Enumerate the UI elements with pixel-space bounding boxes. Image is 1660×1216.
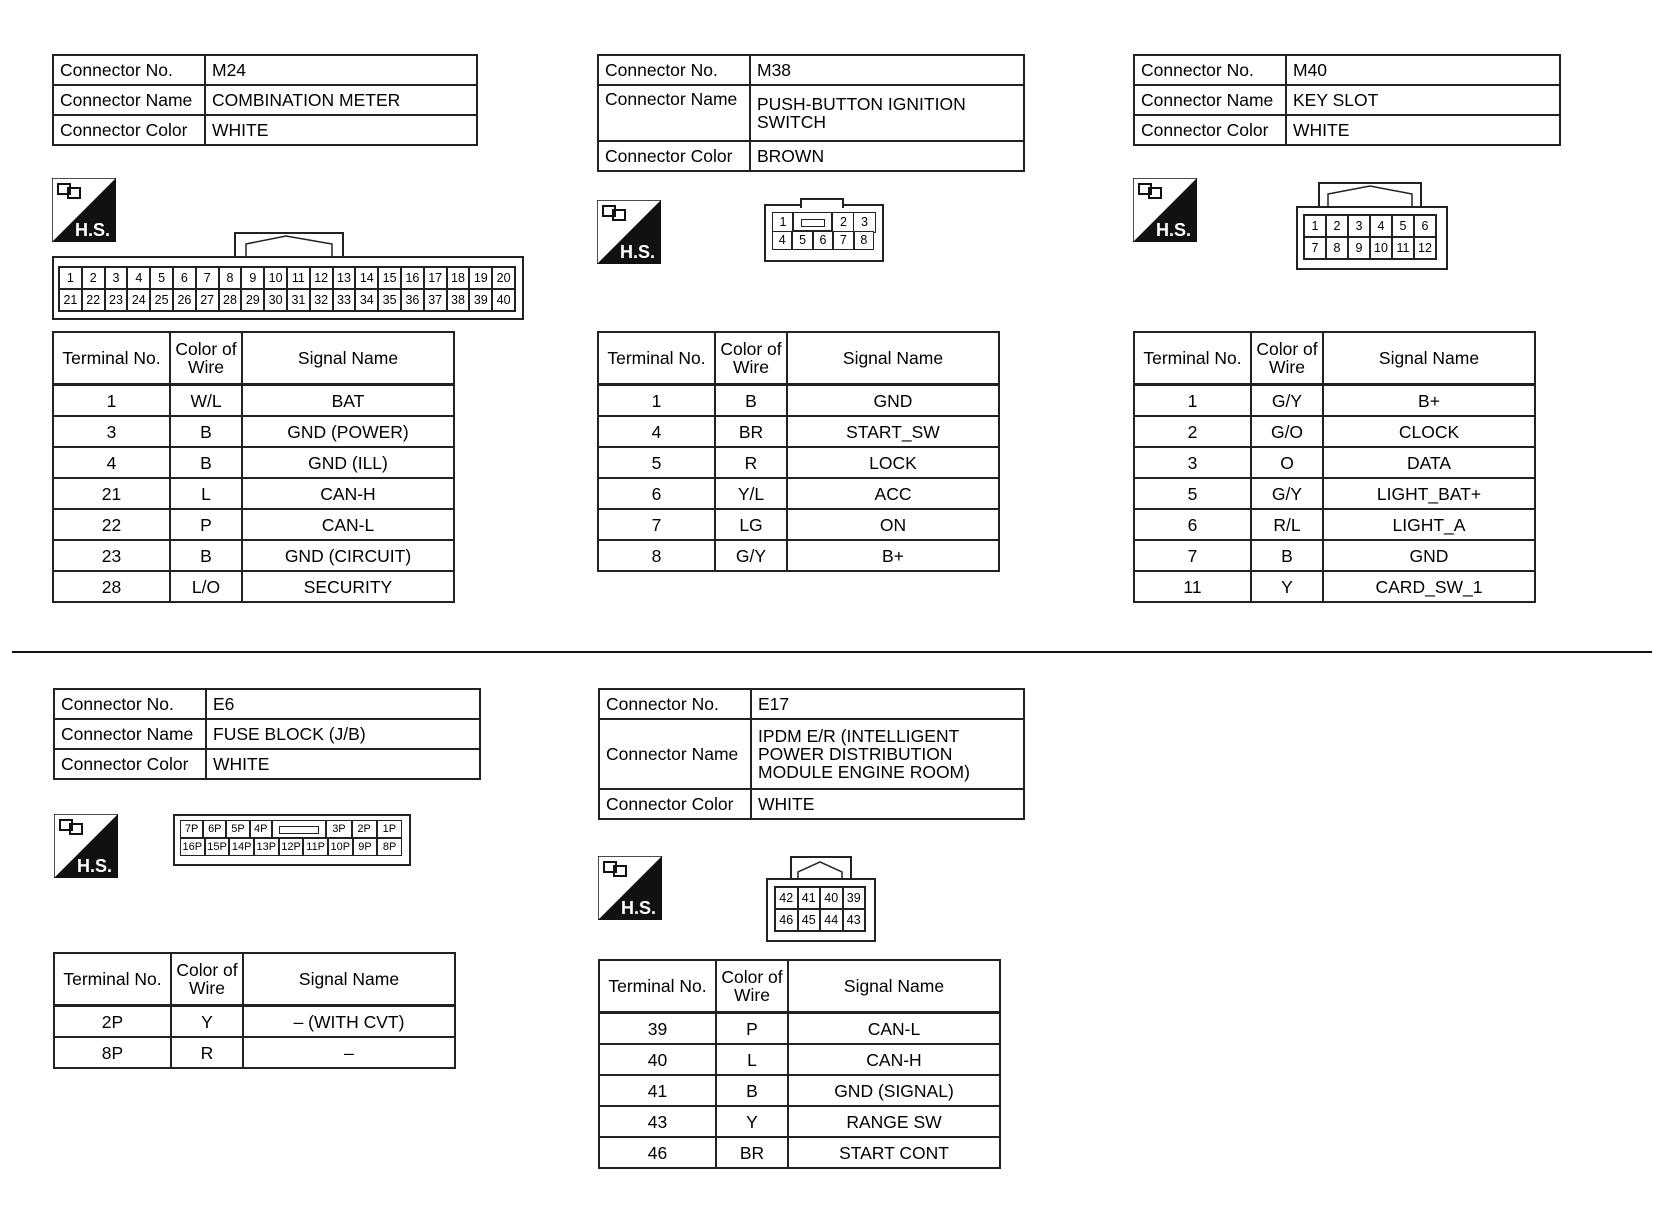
table-row [599,1106,1000,1137]
pin: 1 [1304,215,1326,237]
pin: 8 [854,231,874,250]
pin: 20 [492,267,515,289]
connector-info-table [1133,54,1561,146]
connector-color-label: Connector Color [598,141,750,171]
signal-name-cell: – [243,1037,455,1068]
connector-color-label: Connector Color [53,115,205,145]
pin-blank [792,212,832,231]
terminal-no-cell: 11 [1134,571,1251,602]
wire-color-cell: B [170,540,242,571]
connector-no-label: Connector No. [1134,55,1286,85]
table-row [599,1137,1000,1168]
table-row [598,385,999,417]
pin-grid [772,212,874,250]
pin: 2 [1326,215,1348,237]
table-row [599,1075,1000,1106]
wire-color-header: Color of Wire [1251,332,1323,385]
pin: 22 [82,289,105,311]
table-row [1134,509,1535,540]
wire-color-cell: R/L [1251,509,1323,540]
pin: 39 [843,887,866,909]
terminal-no-cell: 8P [54,1037,171,1068]
connector-latch [800,198,844,208]
table-row [1134,447,1535,478]
signal-name-cell: CAN-H [242,478,454,509]
wire-color-cell: BR [715,416,787,447]
svg-text:H.S.: H.S. [621,898,657,918]
terminal-signal-table [52,331,455,603]
pin: 17 [424,267,447,289]
pin-grid [180,820,402,856]
pin: 13 [333,267,356,289]
pin: 19 [469,267,492,289]
wire-color-cell: Y [1251,571,1323,602]
pin: 4 [127,267,150,289]
signal-name-cell: CAN-L [242,509,454,540]
pin: 34 [355,289,378,311]
pin-grid [58,266,516,312]
wire-color-cell: B [716,1075,788,1106]
signal-name-header: Signal Name [242,332,454,385]
connector-name-value: FUSE BLOCK (J/B) [206,719,480,749]
pin: 3 [1348,215,1370,237]
terminal-no-cell: 46 [599,1137,716,1168]
wire-color-cell: B [170,416,242,447]
table-row [53,540,454,571]
wire-color-cell: B [170,447,242,478]
connector-no-value: E17 [751,689,1024,719]
table-row [1134,478,1535,509]
wire-color-cell: P [716,1013,788,1045]
table-row [1134,571,1535,602]
wire-color-cell: Y/L [715,478,787,509]
pin: 9 [1348,237,1370,259]
pin: 15P [205,838,230,856]
pin: 21 [59,289,82,311]
pin: 1 [772,212,794,233]
connector-no-label: Connector No. [54,689,206,719]
pin: 32 [310,289,333,311]
connector-info-table [598,688,1025,820]
wire-color-cell: BR [716,1137,788,1168]
terminal-no-cell: 1 [53,385,170,417]
wire-color-cell: R [171,1037,243,1068]
pin: 23 [105,289,128,311]
pin: 2P [352,820,377,838]
signal-name-cell: GND (CIRCUIT) [242,540,454,571]
signal-name-header: Signal Name [788,960,1000,1013]
wire-color-cell: B [1251,540,1323,571]
terminal-no-cell: 2P [54,1006,171,1038]
table-row [599,1044,1000,1075]
terminal-no-cell: 5 [1134,478,1251,509]
table-row [598,478,999,509]
signal-table-e6 [53,952,456,1069]
table-row [54,1006,455,1038]
connector-color-value: WHITE [206,749,480,779]
connector-name-label: Connector Name [54,719,206,749]
terminal-no-cell: 41 [599,1075,716,1106]
pin: 3 [853,212,876,233]
terminal-signal-table [1133,331,1536,603]
pin: 36 [401,289,424,311]
pin: 16P [180,838,205,856]
pin: 38 [447,289,470,311]
connector-no-value: M38 [750,55,1024,85]
pin: 33 [333,289,356,311]
wire-color-cell: O [1251,447,1323,478]
pin: 4 [1370,215,1392,237]
connector-color-value: WHITE [751,789,1024,819]
terminal-no-header: Terminal No. [53,332,170,385]
terminal-signal-table [53,952,456,1069]
pin: 7 [196,267,219,289]
pin: 16 [401,267,424,289]
connector-name-value: PUSH-BUTTON IGNITION SWITCH [750,85,1024,141]
wire-color-cell: B [715,385,787,417]
section-divider [12,651,1652,653]
connector-no-value: M24 [205,55,477,85]
pin: 41 [798,887,821,909]
terminal-signal-table [598,959,1001,1169]
signal-name-cell: B+ [787,540,999,571]
pin: 14P [229,838,254,856]
pin: 4 [772,231,792,250]
signal-name-cell: LIGHT_BAT+ [1323,478,1535,509]
connector-no-label: Connector No. [598,55,750,85]
pin: 4P [250,820,272,838]
svg-text:H.S.: H.S. [1156,220,1192,240]
pin: 30 [264,289,287,311]
signal-table-m40 [1133,331,1536,603]
pin: 1P [377,820,402,838]
terminal-no-cell: 8 [598,540,715,571]
terminal-no-cell: 43 [599,1106,716,1137]
pin: 11 [287,267,310,289]
harness-side-icon [597,200,661,264]
wire-color-header: Color of Wire [716,960,788,1013]
signal-name-cell: START_SW [787,416,999,447]
pin: 8P [377,838,402,856]
wire-color-cell: L [716,1044,788,1075]
pin: 35 [378,289,401,311]
terminal-no-header: Terminal No. [598,332,715,385]
pin: 10P [328,838,353,856]
signal-name-cell: LOCK [787,447,999,478]
pin: 6 [173,267,196,289]
table-row [53,447,454,478]
connector-name-value: IPDM E/R (INTELLIGENT POWER DISTRIBUTION MODULE ENGINE ROOM) [751,719,1024,789]
table-row [1134,416,1535,447]
table-row [598,447,999,478]
connector-no-label: Connector No. [599,689,751,719]
pin: 8 [1326,237,1348,259]
signal-name-cell: GND [787,385,999,417]
pin: 12 [1414,237,1436,259]
pin: 10 [264,267,287,289]
pin: 24 [127,289,150,311]
terminal-no-cell: 3 [1134,447,1251,478]
pin: 2 [832,212,855,233]
terminal-no-cell: 7 [598,509,715,540]
connector-m40 [1133,54,1561,146]
pin: 15 [378,267,401,289]
connector-color-value: WHITE [1286,115,1560,145]
terminal-no-cell: 22 [53,509,170,540]
terminal-no-cell: 28 [53,571,170,602]
wire-color-header: Color of Wire [171,953,243,1006]
terminal-no-cell: 4 [598,416,715,447]
connector-e6 [53,688,481,780]
terminal-no-cell: 4 [53,447,170,478]
pin: 11P [303,838,328,856]
signal-name-header: Signal Name [787,332,999,385]
wire-color-cell: L/O [170,571,242,602]
table-row [53,478,454,509]
pin: 25 [150,289,173,311]
signal-name-cell: CAN-H [788,1044,1000,1075]
terminal-no-header: Terminal No. [1134,332,1251,385]
pin-grid [774,886,866,932]
wire-color-cell: LG [715,509,787,540]
signal-name-cell: – (WITH CVT) [243,1006,455,1038]
signal-name-cell: CARD_SW_1 [1323,571,1535,602]
terminal-no-cell: 2 [1134,416,1251,447]
terminal-no-cell: 6 [1134,509,1251,540]
connector-m38 [597,54,1025,172]
pin: 18 [447,267,470,289]
connector-info-table [52,54,478,146]
pin: 39 [469,289,492,311]
terminal-no-cell: 3 [53,416,170,447]
terminal-no-cell: 21 [53,478,170,509]
pin: 13P [254,838,279,856]
pin-blank [272,820,327,838]
pin: 11 [1392,237,1414,259]
table-row [53,509,454,540]
signal-name-cell: DATA [1323,447,1535,478]
wire-color-cell: G/Y [1251,478,1323,509]
pin: 40 [820,887,843,909]
connector-name-label: Connector Name [53,85,205,115]
terminal-no-cell: 40 [599,1044,716,1075]
signal-name-cell: START CONT [788,1137,1000,1168]
pin: 6 [1414,215,1436,237]
connector-color-label: Connector Color [1134,115,1286,145]
signal-table-m24 [52,331,455,603]
signal-name-cell: BAT [242,385,454,417]
table-row [54,1037,455,1068]
pin: 14 [355,267,378,289]
table-row [598,416,999,447]
table-row [53,571,454,602]
pin: 5 [150,267,173,289]
signal-table-e17 [598,959,1001,1169]
table-row [1134,385,1535,417]
pin: 28 [219,289,242,311]
terminal-no-cell: 5 [598,447,715,478]
pin: 45 [798,909,821,931]
signal-name-cell: RANGE SW [788,1106,1000,1137]
table-row [53,416,454,447]
pin: 40 [492,289,515,311]
connector-name-label: Connector Name [598,85,750,141]
signal-name-cell: ACC [787,478,999,509]
pin: 7 [833,231,853,250]
table-row [598,540,999,571]
terminal-no-cell: 23 [53,540,170,571]
pin: 5 [792,231,812,250]
wire-color-header: Color of Wire [715,332,787,385]
pin: 12 [310,267,333,289]
table-row [598,509,999,540]
svg-text:H.S.: H.S. [620,242,656,262]
pin: 3P [326,820,351,838]
connector-no-value: E6 [206,689,480,719]
signal-name-cell: CAN-L [788,1013,1000,1045]
connector-color-value: WHITE [205,115,477,145]
pin: 5 [1392,215,1414,237]
wire-color-cell: R [715,447,787,478]
pin: 9P [353,838,378,856]
harness-side-icon [54,814,118,878]
terminal-signal-table [597,331,1000,572]
wire-color-cell: Y [171,1006,243,1038]
pin: 9 [241,267,264,289]
pin: 31 [287,289,310,311]
connector-e17 [598,688,1025,820]
terminal-no-header: Terminal No. [599,960,716,1013]
pin: 44 [820,909,843,931]
svg-text:H.S.: H.S. [77,856,113,876]
wire-color-cell: Y [716,1106,788,1137]
connector-info-table [53,688,481,780]
connector-color-label: Connector Color [599,789,751,819]
connector-m24 [52,54,478,146]
svg-text:H.S.: H.S. [75,220,111,240]
connector-info-table [597,54,1025,172]
terminal-no-cell: 6 [598,478,715,509]
pin: 10 [1370,237,1392,259]
pin: 42 [775,887,798,909]
wire-color-cell: G/O [1251,416,1323,447]
wire-color-cell: P [170,509,242,540]
pin: 26 [173,289,196,311]
pin: 2 [82,267,105,289]
harness-side-icon [52,178,116,242]
signal-name-cell: LIGHT_A [1323,509,1535,540]
wire-color-cell: G/Y [715,540,787,571]
signal-name-cell: SECURITY [242,571,454,602]
pin: 7 [1304,237,1326,259]
terminal-no-cell: 1 [1134,385,1251,417]
signal-name-cell: GND (ILL) [242,447,454,478]
signal-name-cell: ON [787,509,999,540]
harness-side-icon [1133,178,1197,242]
signal-name-cell: GND [1323,540,1535,571]
signal-table-m38 [597,331,1000,572]
signal-name-header: Signal Name [1323,332,1535,385]
table-row [599,1013,1000,1045]
pin: 43 [843,909,866,931]
pin: 12P [279,838,304,856]
signal-name-cell: GND (SIGNAL) [788,1075,1000,1106]
table-row [53,385,454,417]
terminal-no-cell: 39 [599,1013,716,1045]
terminal-no-cell: 7 [1134,540,1251,571]
connector-name-label: Connector Name [599,719,751,789]
pin: 27 [196,289,219,311]
connector-color-label: Connector Color [54,749,206,779]
pin: 1 [59,267,82,289]
signal-name-cell: CLOCK [1323,416,1535,447]
wire-color-cell: W/L [170,385,242,417]
pin: 46 [775,909,798,931]
connector-name-value: KEY SLOT [1286,85,1560,115]
harness-side-icon [598,856,662,920]
terminal-no-cell: 1 [598,385,715,417]
wire-color-cell: G/Y [1251,385,1323,417]
pin: 6 [813,231,833,250]
pin: 7P [180,820,203,838]
connector-color-value: BROWN [750,141,1024,171]
terminal-no-header: Terminal No. [54,953,171,1006]
connector-name-label: Connector Name [1134,85,1286,115]
signal-name-header: Signal Name [243,953,455,1006]
pin: 6P [203,820,226,838]
connector-no-label: Connector No. [53,55,205,85]
pin: 5P [226,820,249,838]
pin: 3 [105,267,128,289]
signal-name-cell: GND (POWER) [242,416,454,447]
wire-color-cell: L [170,478,242,509]
pin: 29 [241,289,264,311]
pin: 8 [219,267,242,289]
signal-name-cell: B+ [1323,385,1535,417]
connector-no-value: M40 [1286,55,1560,85]
wire-color-header: Color of Wire [170,332,242,385]
connector-name-value: COMBINATION METER [205,85,477,115]
pin: 37 [424,289,447,311]
table-row [1134,540,1535,571]
pin-grid [1303,214,1437,260]
